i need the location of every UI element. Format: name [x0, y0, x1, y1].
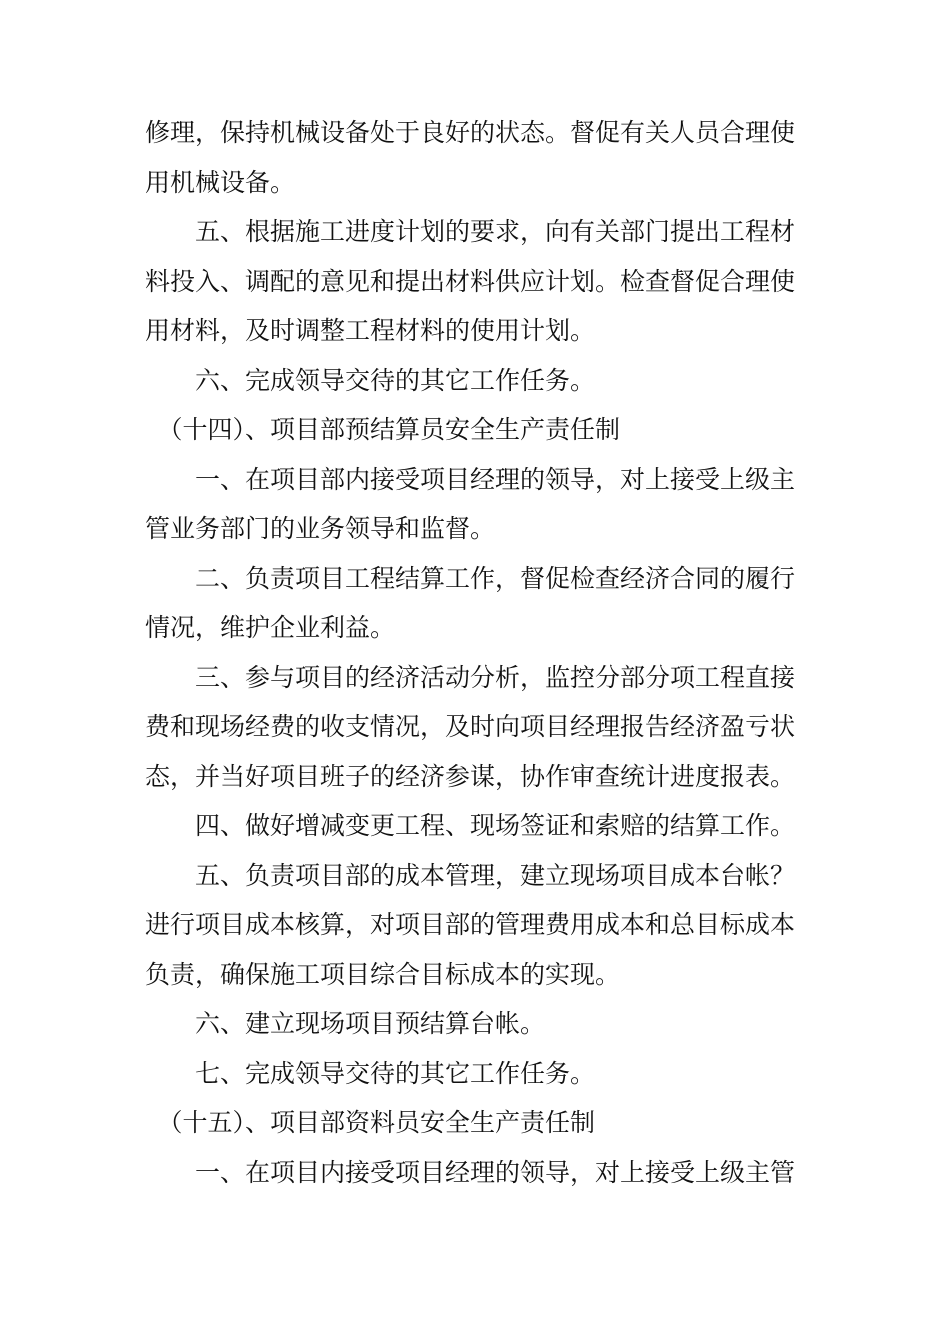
text-line: 进行项目成本核算，对项目部的管理费用成本和总目标成本 [145, 910, 796, 939]
text-line: 五、负责项目部的成本管理，建立现场项目成本台帐？ [145, 860, 796, 890]
text-line: 管业务部门的业务领导和监督。 [145, 514, 496, 543]
text-line: 修理，保持机械设备处于良好的状态。督促有关人员合理使 [145, 118, 796, 147]
text-line: 七、完成领导交待的其它工作任务。 [145, 1058, 596, 1088]
text-line: 一、在项目部内接受项目经理的领导，对上接受上级主 [145, 464, 796, 494]
text-line: 四、做好增减变更工程、现场签证和索赔的结算工作。 [145, 811, 796, 840]
text-line: 三、参与项目的经济活动分析，监控分部分项工程直接 [145, 662, 796, 692]
text-line: 费和现场经费的收支情况，及时向项目经理报告经济盈亏状 [145, 712, 796, 741]
text-line: 六、完成领导交待的其它工作任务。 [145, 365, 596, 395]
text-line: 一、在项目内接受项目经理的领导，对上接受上级主管 [145, 1157, 796, 1187]
text-line: 情况，维护企业利益。 [145, 613, 396, 642]
text-line: 用材料，及时调整工程材料的使用计划。 [145, 316, 596, 345]
text-line: 态，并当好项目班子的经济参谋，协作审查统计进度报表。 [145, 761, 796, 791]
text-line: 用机械设备。 [145, 167, 296, 197]
text-line: 负责，确保施工项目综合目标成本的实现。 [145, 959, 621, 989]
document-body [145, 108, 810, 1197]
text-line: 六、建立现场项目预结算台帐。 [145, 1009, 546, 1038]
section-heading: （十四）、项目部预结算员安全生产责任制 [145, 415, 621, 444]
text-line: 二、负责项目工程结算工作，督促检查经济合同的履行 [145, 563, 796, 593]
text-line: 料投入、调配的意见和提出材料供应计划。检查督促合理使 [145, 266, 796, 296]
text-line: 五、根据施工进度计划的要求，向有关部门提出工程材 [145, 217, 796, 246]
section-heading: （十五）、项目部资料员安全生产责任制 [145, 1108, 596, 1137]
